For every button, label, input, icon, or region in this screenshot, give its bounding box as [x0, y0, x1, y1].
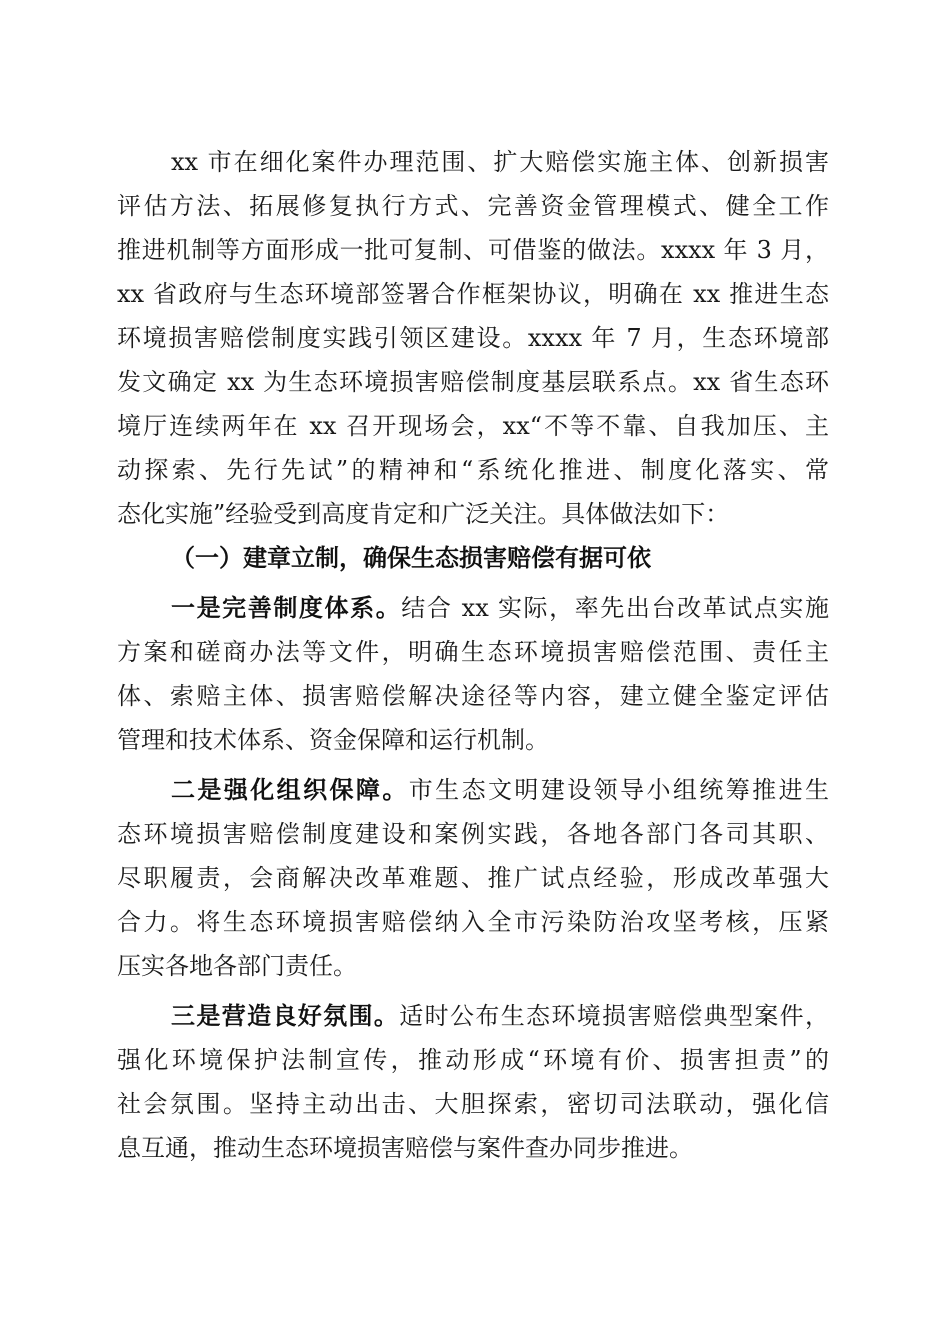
text-line: 态化实施”经验受到高度肯定和广泛关注。具体做法如下：	[117, 500, 730, 528]
section-heading: （一）建章立制，确保生态损害赔偿有据可依	[171, 543, 651, 572]
item-lead: 二是强化组织保障。	[171, 775, 409, 804]
text-line: 社会氛围。坚持主动出击、大胆探索，密切司法联动，强化信	[117, 1090, 829, 1118]
text-line: 方案和磋商办法等文件，明确生态环境损害赔偿范围、责任主	[117, 638, 829, 666]
text-line	[117, 994, 829, 1038]
text-line: 合力。将生态环境损害赔偿纳入全市污染防治攻坚考核，压紧	[117, 908, 829, 936]
item-paragraph-2	[117, 768, 829, 988]
text-line: 动探索、先行先试”的精神和“系统化推进、制度化落实、常	[117, 456, 829, 484]
text-line: 息互通，推动生态环境损害赔偿与案件查办同步推进。	[117, 1134, 693, 1162]
item-paragraph-3	[117, 994, 829, 1170]
text-line: 强化环境保护法制宣传，推动形成“环境有价、损害担责”的	[117, 1046, 829, 1074]
item-text: 结合 xx 实际，率先出台改革试点实施	[401, 594, 829, 622]
text-line: xx 市在细化案件办理范围、扩大赔偿实施主体、创新损害	[171, 148, 829, 176]
intro-paragraph	[117, 140, 829, 536]
text-line: 态环境损害赔偿制度建设和案例实践，各地各部门各司其职、	[117, 820, 829, 848]
item-lead: 三是营造良好氛围。	[171, 1001, 400, 1030]
text-line: xx 省政府与生态环境部签署合作框架协议，明确在 xx 推进生态	[117, 280, 829, 308]
text-line: 体、索赔主体、损害赔偿解决途径等内容，建立健全鉴定评估	[117, 682, 829, 710]
text-line: 尽职履责，会商解决改革难题、推广试点经验，形成改革强大	[117, 864, 829, 892]
document-body	[117, 140, 829, 1170]
text-line	[117, 586, 829, 630]
item-lead: 一是完善制度体系。	[171, 593, 402, 622]
text-line: 评估方法、拓展修复执行方式、完善资金管理模式、健全工作	[117, 192, 829, 220]
text-line: 环境损害赔偿制度实践引领区建设。xxxx 年 7 月，生态环境部	[117, 324, 829, 352]
item-text: 适时公布生态环境损害赔偿典型案件，	[399, 1002, 830, 1030]
text-line: 发文确定 xx 为生态环境损害赔偿制度基层联系点。xx 省生态环	[117, 368, 829, 396]
text-line: 管理和技术体系、资金保障和运行机制。	[117, 726, 549, 754]
text-line: 压实各地各部门责任。	[117, 952, 357, 980]
text-line	[117, 768, 829, 812]
text-line: 推进机制等方面形成一批可复制、可借鉴的做法。xxxx 年 3 月，	[117, 236, 829, 264]
text-line: 境厅连续两年在 xx 召开现场会，xx“不等不靠、自我加压、主	[117, 412, 829, 440]
item-paragraph-1	[117, 586, 829, 762]
item-text: 市生态文明建设领导小组统筹推进生	[408, 776, 829, 804]
